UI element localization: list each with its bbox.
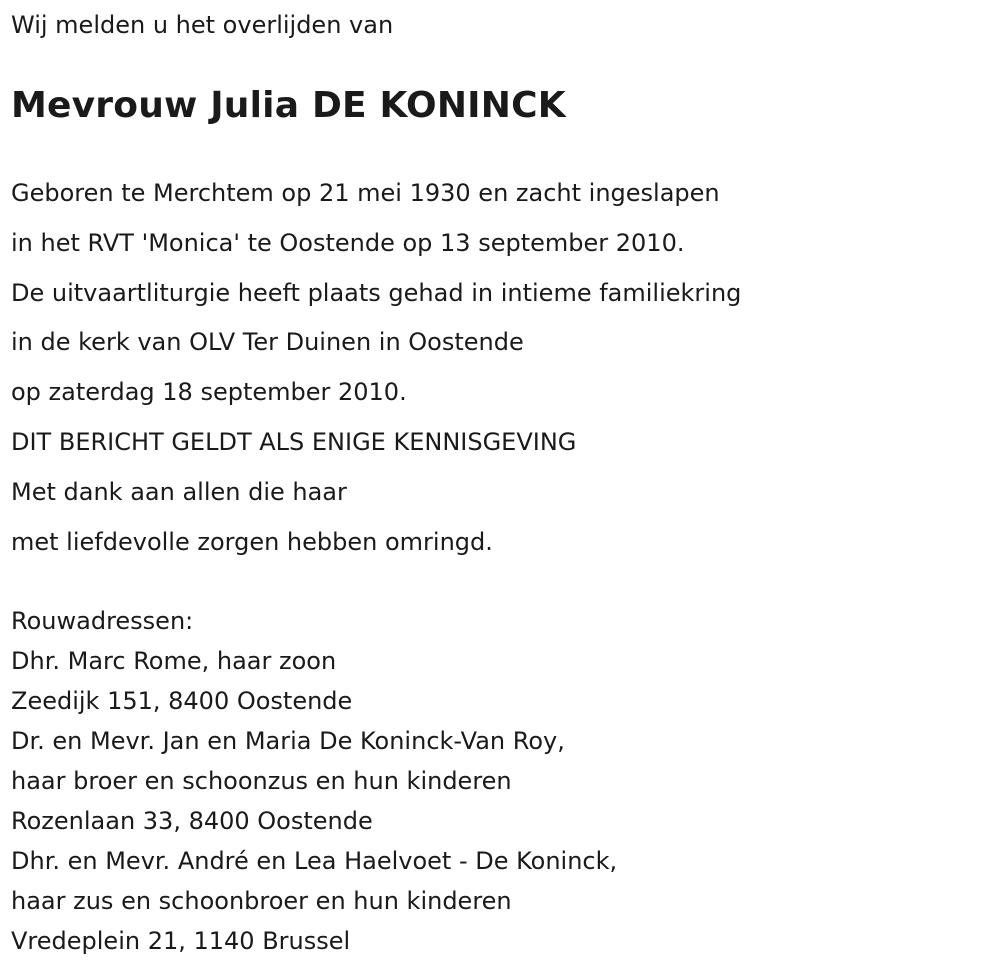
address-line: Dhr. Marc Rome, haar zoon <box>11 647 337 675</box>
address-line: Zeedijk 151, 8400 Oostende <box>11 687 353 715</box>
address-line: Dr. en Mevr. Jan en Maria De Koninck-Van Roy, <box>11 727 565 755</box>
mourning-addresses <box>11 603 617 963</box>
deceased-name: Mevrouw Julia DE KONINCK <box>11 85 566 126</box>
address-line: haar broer en schoonzus en hun kinderen <box>11 767 512 795</box>
intro-text: Wij melden u het overlijden van <box>11 11 394 39</box>
body-line: Geboren te Merchtem op 21 mei 1930 en zacht ingeslapen <box>11 179 720 207</box>
address-line: Dhr. en Mevr. André en Lea Haelvoet - De Koninck, <box>11 847 618 875</box>
body-line: met liefdevolle zorgen hebben omringd. <box>11 527 493 556</box>
body-line: in het RVT 'Monica' te Oostende op 13 september 2010. <box>11 228 685 257</box>
address-line: Vredeplein 21, 1140 Brussel <box>11 927 351 955</box>
addresses-heading: Rouwadressen: <box>11 607 194 635</box>
body-line: De uitvaartliturgie heeft plaats gehad in intieme familiekring <box>11 278 742 307</box>
address-line: haar zus en schoonbroer en hun kinderen <box>11 887 512 915</box>
body-line: in de kerk van OLV Ter Duinen in Oostende <box>11 328 524 357</box>
body-line: op zaterdag 18 september 2010. <box>11 378 407 407</box>
address-line: Rozenlaan 33, 8400 Oostende <box>11 807 373 835</box>
body-line: Met dank aan allen die haar <box>11 477 347 506</box>
notice-body <box>11 174 741 572</box>
body-line: DIT BERICHT GELDT ALS ENIGE KENNISGEVING <box>11 427 577 456</box>
